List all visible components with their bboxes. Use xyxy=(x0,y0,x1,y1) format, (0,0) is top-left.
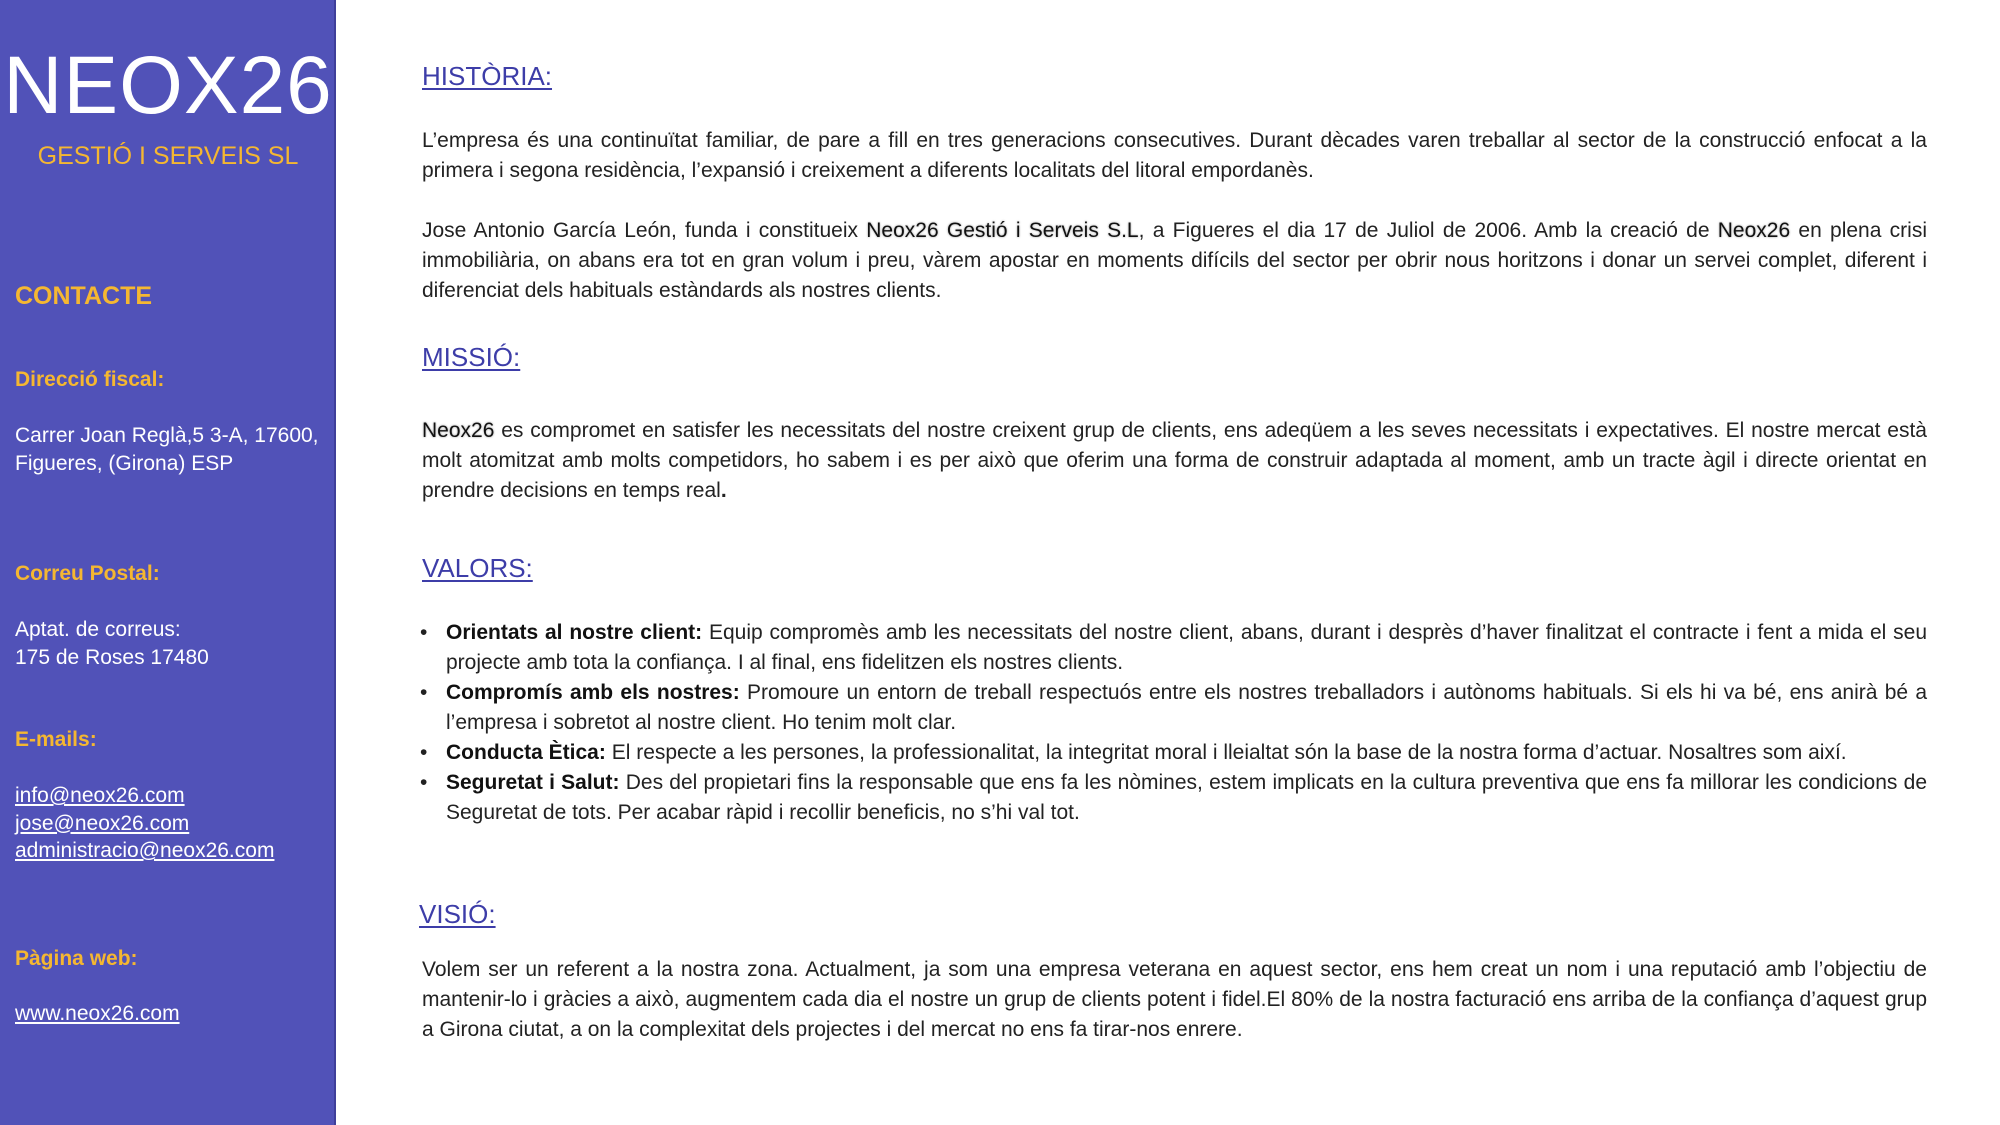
list-item xyxy=(422,768,1927,828)
historia-text: Jose Antonio García León, funda i constitueix xyxy=(422,219,867,242)
postal-address-label: Correu Postal: xyxy=(15,562,160,585)
list-item xyxy=(422,618,1927,678)
email-link-jose[interactable]: jose@neox26.com xyxy=(15,811,190,835)
missio-text: es compromet en satisfer les necessitats del nostre creixent grup de clients, ens adeqüem a les seves necessitats i expectatives. El nostre mercat està molt atomitzat amb molts competidors, ho sabem i es per això que oferim una forma de construir adaptada al moment, amb un tracte àgil i directe orientat en prendre decisions en temps real xyxy=(422,419,1927,502)
fiscal-address-line: Carrer Joan Reglà,5 3-A, 17600, xyxy=(15,424,319,447)
emails-label: E-mails: xyxy=(15,728,97,751)
fiscal-address-label: Direcció fiscal: xyxy=(15,368,165,391)
value-text: Promoure un entorn de treball respectuós entre els nostres treballadors i autònoms habituals. Si els hi va bé, ens anirà bé a l’empresa i sobretot al nostre client. Ho tenim molt clar. xyxy=(446,681,1927,734)
postal-address xyxy=(15,616,209,671)
web-label: Pàgina web: xyxy=(15,947,138,970)
sidebar xyxy=(0,0,336,1125)
value-title: Conducta Ètica: xyxy=(446,741,606,764)
section-title-missio: MISSIÓ: xyxy=(422,342,521,372)
value-title: Compromís amb els nostres: xyxy=(446,681,740,704)
email-list xyxy=(15,782,274,865)
bullet-icon: • xyxy=(420,681,428,704)
email-link-administracio[interactable]: administracio@neox26.com xyxy=(15,839,275,862)
historia-paragraph-1: L’empresa és una continuïtat familiar, de pare a fill en tres generacions consecutives. Durant dècades varen treballar al sector de la construcció enfocat a la primera i segona residència, l’expansió i creixement a diferents localitats del litoral empordanès. xyxy=(422,129,1927,182)
bullet-icon: • xyxy=(420,741,428,764)
contact-heading: CONTACTE xyxy=(15,282,153,310)
value-title: Orientats al nostre client: xyxy=(446,621,703,644)
value-text: Des del propietari fins la responsable que ens fa les nòmines, estem implicats en la cultura preventiva que ens fa millorar les condicions de Seguretat de tots. Per acabar ràpid i recollir beneficis, no s’hi val tot. xyxy=(446,771,1928,824)
postal-address-line: Aptat. de correus: xyxy=(15,618,181,641)
historia-text: en plena crisi immobiliària, on abans era tot en gran volum i preu, vàrem apostar en moments difícils del sector per obrir nous horitzons i donar un servei complet, diferent i diferenciat dels habituals estàndards als nostres clients. xyxy=(422,219,1928,302)
fiscal-address-line: Figueres, (Girona) ESP xyxy=(15,451,234,475)
value-title: Seguretat i Salut: xyxy=(446,771,620,794)
fiscal-address xyxy=(15,422,319,477)
list-item xyxy=(422,678,1927,738)
brand-logo-text: NEOX26 xyxy=(3,40,333,131)
main-content xyxy=(419,0,1928,1125)
company-name-highlight: Neox26 Gestió i Serveis S.L xyxy=(866,219,1139,242)
values-list xyxy=(422,618,1927,828)
missio-paragraph xyxy=(422,416,1927,506)
historia-text: , a Figueres el dia 17 de Juliol de 2006. Amb la creació de xyxy=(1138,219,1718,242)
value-text: Equip compromès amb les necessitats del nostre client, abans, durant i desprès d’haver finalitzat el contracte i fent a mida el seu projecte amb tota la confiança. I al final, ens fidelitzen els nostres clients. xyxy=(446,621,1927,674)
website-link[interactable]: www.neox26.com xyxy=(15,1002,180,1025)
bullet-icon: • xyxy=(420,771,428,794)
email-link-info[interactable]: info@neox26.com xyxy=(15,784,185,807)
postal-address-line: 175 de Roses 17480 xyxy=(15,645,209,669)
web-container xyxy=(15,1000,180,1028)
bullet-icon: • xyxy=(420,621,428,644)
brand-highlight: Neox26 xyxy=(422,419,495,442)
missio-period: . xyxy=(720,479,727,502)
value-text: El respecte a les persones, la professionalitat, la integritat moral i lleialtat són la base de la nostra forma d’actuar. Nosaltres som així. xyxy=(605,741,1847,764)
section-title-visio: VISIÓ: xyxy=(419,899,496,929)
section-title-valors: VALORS: xyxy=(422,553,533,583)
historia-paragraph-2 xyxy=(422,216,1927,306)
visio-paragraph: Volem ser un referent a la nostra zona. Actualment, ja som una empresa veterana en aquest sector, ens hem creat un nom i una reputació amb l’objectiu de mantenir-lo i gràcies a això, augmentem cada dia el nostre un grup de clients potent i fidel.El 80% de la nostra facturació ens arriba de la confiança d’aquest grup a Girona ciutat, a on la complexitat dels projectes i del mercat no ens fa tirar-nos enrere. xyxy=(422,958,1927,1041)
section-title-historia: HISTÒRIA: xyxy=(422,61,553,91)
list-item xyxy=(422,738,1927,768)
brand-highlight: Neox26 xyxy=(1717,219,1791,242)
brand-tagline: GESTIÓ I SERVEIS SL xyxy=(37,142,299,170)
